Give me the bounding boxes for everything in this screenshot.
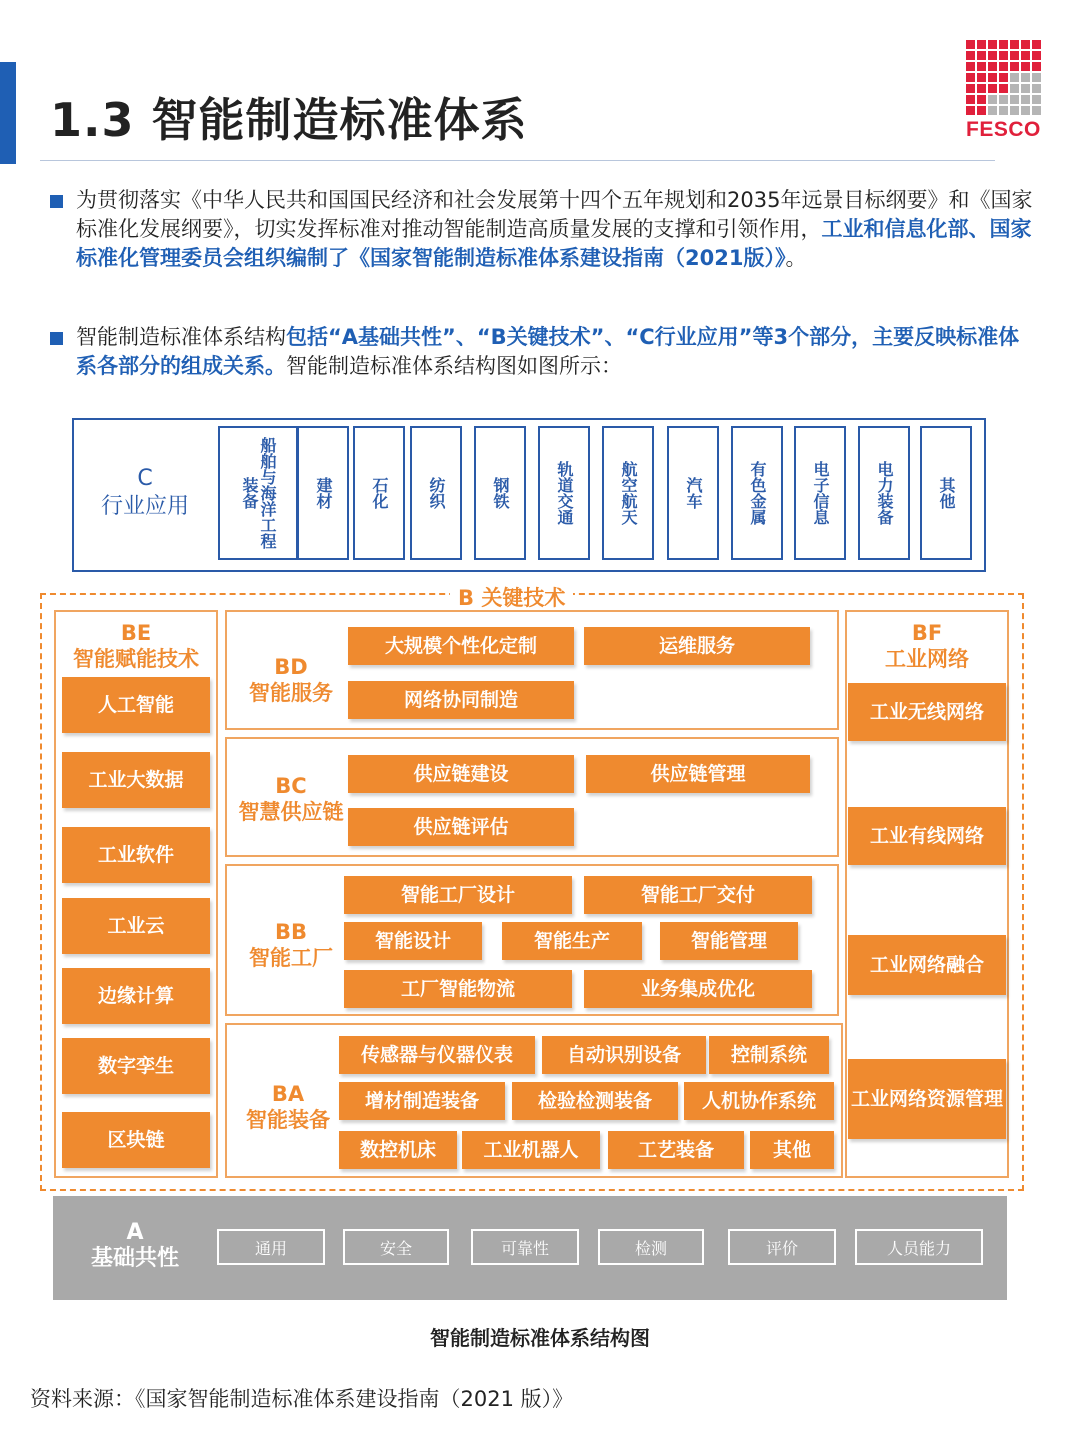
source-note: 资料来源：《国家智能制造标准体系建设指南（2021 版）》: [30, 1387, 574, 1411]
c-industry-item: 纺织: [410, 426, 462, 560]
paragraph-2-text: 智能制造标准体系结构: [76, 325, 286, 349]
bb-label: [232, 919, 350, 971]
bb-item: 工厂智能物流: [344, 970, 572, 1008]
c-industry-item: 其他: [920, 426, 972, 560]
bd-item: 网络协同制造: [348, 681, 574, 719]
be-item: 人工智能: [62, 677, 210, 733]
ba-item: 工艺装备: [608, 1131, 744, 1169]
bb-item: 智能生产: [502, 922, 642, 960]
be-item: 区块链: [62, 1112, 210, 1168]
be-item: 工业软件: [62, 827, 210, 883]
a-foundation-item: 可靠性: [471, 1229, 579, 1265]
bb-item: 智能工厂交付: [584, 876, 812, 914]
bd-label: [232, 654, 350, 706]
c-industry-item: 汽车: [667, 426, 719, 560]
c-industry-item: 有色金属: [731, 426, 783, 560]
bd-code: BD: [274, 655, 308, 679]
section-a-code: A: [126, 1220, 144, 1245]
bb-code: BB: [274, 920, 307, 944]
ba-item: 其他: [750, 1131, 834, 1169]
ba-item: 工业机器人: [462, 1131, 600, 1169]
a-foundation-item: 评价: [728, 1229, 836, 1265]
logo-text: FESCO: [966, 118, 1041, 141]
be-item: 工业大数据: [62, 752, 210, 808]
ba-item: 人机协作系统: [684, 1082, 834, 1120]
be-label: [54, 620, 218, 672]
c-industry-item: 电子信息: [794, 426, 846, 560]
section-c-name: 行业应用: [100, 494, 189, 519]
bb-item: 智能工厂设计: [344, 876, 572, 914]
a-foundation-item: 人员能力: [855, 1229, 983, 1265]
c-industry-item: 电力装备: [858, 426, 910, 560]
ba-name: 智能装备: [246, 1108, 330, 1132]
bf-code: BF: [911, 621, 943, 645]
a-foundation-item: 检测: [598, 1229, 704, 1265]
bullet-square-icon: [50, 195, 63, 208]
bf-item: 工业有线网络: [848, 807, 1006, 865]
ba-code: BA: [271, 1082, 305, 1106]
ba-item: 数控机床: [339, 1131, 457, 1169]
bd-item: 大规模个性化定制: [348, 627, 574, 665]
title-accent-bar: [0, 62, 16, 164]
section-c-frame: [72, 418, 986, 572]
bb-name: 智能工厂: [249, 946, 333, 970]
c-industry-item: 钢铁: [474, 426, 526, 560]
a-foundation-item: 安全: [343, 1229, 449, 1265]
bf-item: 工业网络融合: [848, 935, 1006, 995]
title-divider: [40, 160, 995, 161]
bb-item: 智能设计: [344, 922, 482, 960]
section-a-label: [80, 1220, 190, 1272]
be-item: 数字孪生: [62, 1038, 210, 1094]
paragraph-1-text: 为贯彻落实《中华人民共和国国民经济和社会发展第十四个五年规划和2035年远景目标纲要》和《国家标准化发展纲要》，切实发挥标准对推动智能制造高质量发展的支撑和引领作用，: [76, 188, 1033, 241]
a-foundation-item: 通用: [217, 1229, 325, 1265]
c-industry-item: 石化: [353, 426, 405, 560]
ba-item: 检验检测装备: [512, 1082, 678, 1120]
ba-label: [232, 1081, 344, 1133]
bb-item: 业务集成优化: [584, 970, 812, 1008]
bc-code: BC: [275, 774, 307, 798]
paragraph-1-highlight: 工业和信息化部、国家标准化管理委员会组织编制了《国家智能制造标准体系建设指南（2021版）》: [76, 217, 1032, 270]
ba-item: 传感器与仪器仪表: [339, 1036, 535, 1074]
bf-item: 工业无线网络: [848, 683, 1006, 741]
ba-item: 自动识别设备: [542, 1036, 706, 1074]
ba-item: 控制系统: [709, 1036, 829, 1074]
section-b-title: B 关键技术: [450, 582, 573, 612]
bc-name: 智慧供应链: [238, 800, 344, 824]
paragraph-1: [50, 186, 1035, 273]
paragraph-2-end: 智能制造标准体系结构图如图所示：: [286, 354, 622, 378]
section-a-name: 基础共性: [90, 1246, 179, 1271]
bd-item: 运维服务: [584, 627, 810, 665]
bullet-square-icon: [50, 332, 63, 345]
be-item: 边缘计算: [62, 968, 210, 1024]
c-industry-item: 轨道交通: [538, 426, 590, 560]
c-industry-item: 船舶与海洋工程装备: [218, 426, 298, 560]
ba-item: 增材制造装备: [339, 1082, 505, 1120]
bc-item: 供应链建设: [348, 755, 574, 793]
paragraph-2: [50, 323, 1035, 381]
paragraph-1-end: 。: [785, 246, 807, 270]
bd-name: 智能服务: [249, 681, 333, 705]
paragraph-2-highlight: 包括“A基础共性”、“B关键技术”、“C行业应用”等3个部分，主要反映标准体系各部分的组成关系。: [76, 325, 1020, 378]
bf-name: 工业网络: [885, 647, 969, 671]
c-industry-item: 航空航天: [602, 426, 654, 560]
bf-label: [845, 620, 1009, 672]
figure-caption: 智能制造标准体系结构图: [430, 1326, 650, 1350]
bc-label: [232, 773, 350, 825]
bb-item: 智能管理: [660, 922, 798, 960]
bc-item: 供应链管理: [586, 755, 810, 793]
fesco-logo: [966, 40, 1046, 142]
section-c-code: C: [137, 466, 153, 491]
c-industry-item: 建材: [297, 426, 349, 560]
page-title: 1.3 智能制造标准体系: [50, 93, 528, 147]
be-name: 智能赋能技术: [73, 647, 199, 671]
section-c-label: [90, 465, 200, 521]
be-item: 工业云: [62, 898, 210, 954]
bf-item: 工业网络资源管理: [848, 1059, 1006, 1139]
logo-dot-grid-icon: [966, 40, 1046, 115]
be-code: BE: [120, 621, 152, 645]
bc-item: 供应链评估: [348, 808, 574, 846]
